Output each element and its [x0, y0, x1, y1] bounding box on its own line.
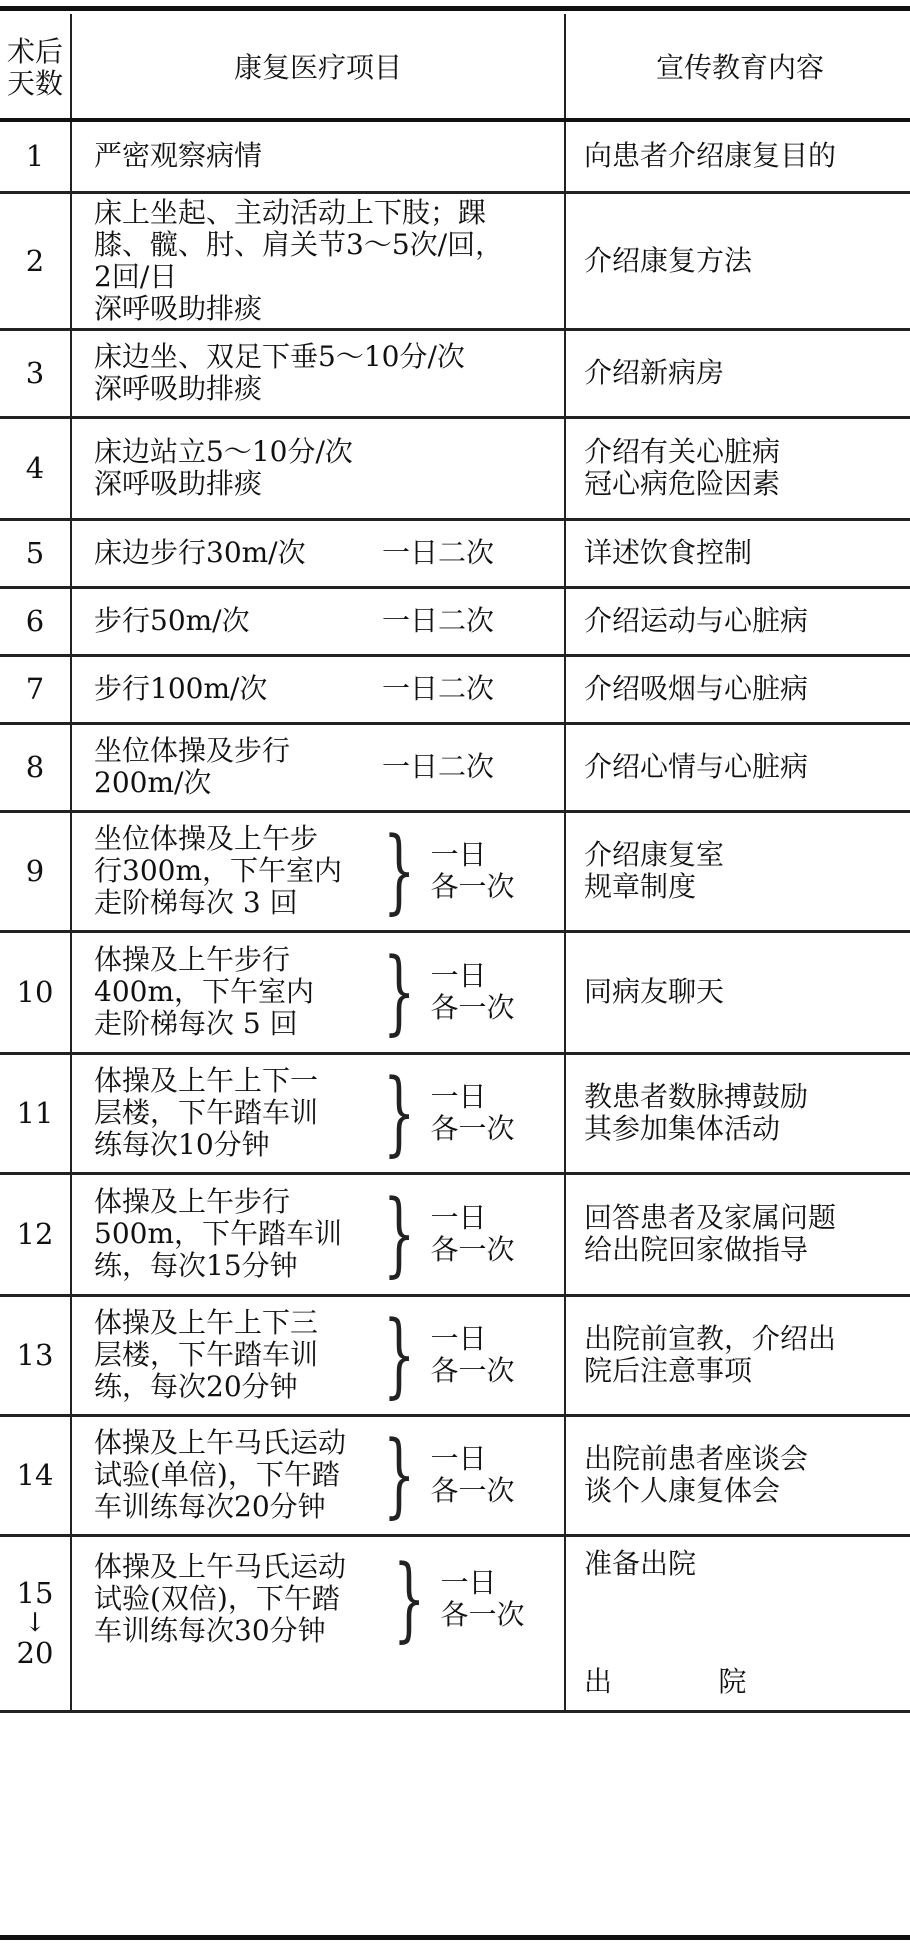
text-line: 向患者介绍康复目的 — [584, 139, 837, 173]
education-cell — [565, 587, 910, 655]
table-row — [0, 329, 910, 417]
item-text — [94, 1186, 376, 1282]
text-line: 走阶梯每次 5 回 — [94, 1007, 298, 1040]
text-line: 出院前患者座谈会 — [584, 1442, 809, 1475]
day-cell: 13 — [0, 1295, 71, 1415]
text-line: 一日 — [430, 1201, 487, 1234]
item-text — [94, 673, 356, 705]
text-line: 给出院回家做指导 — [584, 1233, 809, 1266]
brace-glyph: } — [383, 1059, 416, 1166]
frequency-label: 一日二次 — [382, 536, 495, 569]
brace-glyph: } — [383, 1180, 416, 1287]
item-text — [94, 1427, 376, 1523]
text-line: 体操及上午上下一 — [94, 1064, 319, 1097]
day-cell: 9 — [0, 811, 71, 931]
text-line: 床边步行30m/次 — [94, 536, 306, 569]
discharge-block — [584, 1548, 910, 1698]
item-text — [94, 944, 376, 1040]
bottom-rule — [0, 1935, 910, 1940]
text-line: 2回/日 — [94, 259, 178, 293]
frequency-label — [431, 960, 515, 1024]
item-with-brace — [94, 1301, 564, 1408]
education-cell — [565, 1535, 910, 1711]
brace-glyph: } — [383, 817, 416, 924]
text-line: 详述饮食控制 — [584, 536, 753, 569]
education-cell — [565, 811, 910, 931]
table-row — [0, 192, 910, 329]
text-line: 介绍新病房 — [584, 356, 725, 389]
text-line: 回答患者及家属问题 — [584, 1201, 837, 1234]
day-cell: 4 — [0, 417, 71, 519]
text-line: 谈个人康复体会 — [584, 1474, 781, 1507]
text-line: 车训练每次20分钟 — [94, 1490, 326, 1523]
day-cell: 2 — [0, 192, 71, 329]
table-row — [0, 1173, 910, 1295]
text-line: 层楼，下午踏车训 — [94, 1338, 319, 1371]
brace-glyph: } — [383, 1301, 416, 1408]
text-line: 介绍心情与心脏病 — [584, 750, 809, 783]
text-line: 练，每次20分钟 — [94, 1370, 298, 1403]
frequency-label — [431, 1323, 515, 1387]
text-line: 出院前宣教，介绍出 — [584, 1322, 837, 1355]
education-cell — [565, 1173, 910, 1295]
day-cell: 3 — [0, 329, 71, 417]
brace-glyph: } — [383, 1421, 416, 1528]
text-line: 一日 — [430, 1442, 487, 1475]
text-line: 体操及上午步行 — [94, 1185, 291, 1218]
education-cell — [565, 931, 910, 1053]
table-row — [0, 587, 910, 655]
text-line: 体操及上午步行 — [94, 943, 291, 976]
day-cell: 5 — [0, 519, 71, 587]
discharge-text: 出 院 — [584, 1665, 786, 1698]
text-line: 深呼吸助排痰 — [94, 291, 263, 325]
item-text — [94, 537, 356, 569]
rehab-item-cell — [71, 329, 565, 417]
text-line: 其参加集体活动 — [584, 1112, 781, 1145]
text-line: 介绍运动与心脏病 — [584, 604, 809, 637]
text-line: 各一次 — [430, 870, 515, 903]
day-cell: 6 — [0, 587, 71, 655]
day-cell: 12 — [0, 1173, 71, 1295]
top-rule — [0, 6, 910, 11]
text-line: 规章制度 — [584, 870, 697, 903]
brace-glyph: } — [383, 938, 416, 1045]
text-line: 严密观察病情 — [94, 139, 263, 173]
text-line: 体操及上午上下三 — [94, 1306, 319, 1339]
frequency-label — [431, 1081, 515, 1145]
frequency-label — [431, 1443, 515, 1507]
text-line: 坐位体操及步行 — [94, 734, 291, 767]
frequency-label — [431, 839, 515, 903]
text-line: 试验(双倍)，下午踏 — [94, 1581, 340, 1615]
day-end: 20 — [16, 1636, 54, 1670]
text-line: 试验(单倍)，下午踏 — [94, 1458, 340, 1491]
text-line: 200m/次 — [94, 766, 212, 799]
item-with-brace — [94, 817, 564, 924]
day-cell: 7 — [0, 655, 71, 723]
item-with-brace — [94, 1180, 564, 1287]
text-line: 介绍有关心脏病 — [584, 435, 781, 468]
text-line: 车训练每次30分钟 — [94, 1613, 326, 1647]
item-with-brace — [94, 1544, 564, 1652]
rehab-item-cell — [71, 1173, 565, 1295]
text-line: 练，每次15分钟 — [94, 1249, 298, 1282]
education-cell — [565, 1053, 910, 1173]
item-text — [94, 735, 356, 799]
text-line: 深呼吸助排痰 — [94, 372, 263, 405]
rehab-item-cell — [71, 1415, 565, 1535]
frequency-label — [441, 1567, 525, 1631]
brace-glyph: } — [393, 1544, 426, 1652]
day-range — [0, 1576, 70, 1670]
text-line: 同病友聊天 — [584, 975, 725, 1008]
table-row — [0, 723, 910, 811]
education-cell — [565, 519, 910, 587]
text-line: 介绍康复方法 — [584, 243, 753, 277]
item-text — [94, 1065, 376, 1161]
table-row — [0, 1053, 910, 1173]
text-line: 一日 — [440, 1565, 497, 1599]
text-line: 一日 — [430, 838, 487, 871]
table-row — [0, 120, 910, 192]
table-row — [0, 519, 910, 587]
item-with-frequency — [94, 537, 564, 569]
rehab-item-cell — [71, 1053, 565, 1173]
rehab-schedule-table — [0, 14, 910, 1713]
rehab-item-cell — [71, 417, 565, 519]
item-with-brace — [94, 1059, 564, 1166]
text-line: 练每次10分钟 — [94, 1128, 270, 1161]
education-cell — [565, 723, 910, 811]
text-line: 床边站立5～10分/次 — [94, 435, 353, 468]
table-row — [0, 417, 910, 519]
text-line: 行300m，下午室内 — [94, 854, 342, 887]
prepare-discharge-text: 准备出院 — [584, 1547, 697, 1580]
rehab-item-cell — [71, 120, 565, 192]
rehab-item-cell — [71, 931, 565, 1053]
item-with-brace — [94, 1421, 564, 1528]
frequency-label — [431, 1202, 515, 1266]
item-text — [94, 605, 356, 637]
text-line: 床上坐起、主动活动上下肢；踝 — [94, 195, 487, 229]
table-row — [0, 655, 910, 723]
text-line: 体操及上午马氏运动 — [94, 1426, 347, 1459]
rehab-item-cell — [71, 1295, 565, 1415]
text-line: 各一次 — [440, 1597, 525, 1631]
text-line: 介绍吸烟与心脏病 — [584, 672, 809, 705]
rehab-item-cell — [71, 587, 565, 655]
text-line: 走阶梯每次 3 回 — [94, 886, 298, 919]
header-item: 康复医疗项目 — [71, 14, 565, 120]
rehab-item-cell — [71, 723, 565, 811]
text-line: 院后注意事项 — [584, 1354, 753, 1387]
text-line: 介绍康复室 — [584, 838, 725, 871]
down-arrow-icon: ↓ — [24, 1608, 46, 1638]
item-with-frequency — [94, 605, 564, 637]
item-with-frequency — [94, 673, 564, 705]
text-line: 500m，下午踏车训 — [94, 1217, 342, 1250]
text-line: 步行50m/次 — [94, 604, 250, 637]
frequency-label: 一日二次 — [382, 750, 495, 783]
text-line: 体操及上午马氏运动 — [94, 1549, 347, 1583]
item-text — [94, 1307, 376, 1403]
text-line: 一日 — [430, 959, 487, 992]
text-line: 教患者数脉搏鼓励 — [584, 1080, 809, 1113]
text-line: 冠心病危险因素 — [584, 467, 781, 500]
header-edu: 宣传教育内容 — [565, 14, 910, 120]
text-line: 一日 — [430, 1322, 487, 1355]
text-line: 一日 — [430, 1080, 487, 1113]
day-cell: 11 — [0, 1053, 71, 1173]
table-row — [0, 931, 910, 1053]
day-start: 15 — [16, 1576, 54, 1610]
text-line: 床边坐、双足下垂5～10分/次 — [94, 340, 465, 373]
text-line: 坐位体操及上午步 — [94, 822, 319, 855]
education-cell — [565, 329, 910, 417]
day-cell: 8 — [0, 723, 71, 811]
text-line: 各一次 — [430, 1474, 515, 1507]
education-cell — [565, 1295, 910, 1415]
text-line: 各一次 — [430, 1233, 515, 1266]
table-header-row — [0, 14, 910, 120]
item-with-brace — [94, 938, 564, 1045]
day-cell: 14 — [0, 1415, 71, 1535]
rehab-item-cell — [71, 1535, 565, 1711]
education-cell — [565, 417, 910, 519]
education-cell — [565, 192, 910, 329]
header-day: 术后 天数 — [0, 14, 71, 120]
rehab-item-cell — [71, 811, 565, 931]
text-line: 深呼吸助排痰 — [94, 467, 263, 500]
text-line: 400m，下午室内 — [94, 975, 314, 1008]
frequency-label: 一日二次 — [382, 672, 495, 705]
text-line: 各一次 — [430, 1354, 515, 1387]
rehab-item-cell — [71, 519, 565, 587]
education-cell — [565, 655, 910, 723]
table-row — [0, 1295, 910, 1415]
education-cell — [565, 1415, 910, 1535]
education-cell — [565, 120, 910, 192]
table-row-final — [0, 1535, 910, 1711]
day-cell: 10 — [0, 931, 71, 1053]
text-line: 各一次 — [430, 1112, 515, 1145]
day-cell: 1 — [0, 120, 71, 192]
rehab-item-cell — [71, 655, 565, 723]
item-text — [94, 823, 376, 919]
item-text — [94, 1551, 386, 1647]
table-row — [0, 811, 910, 931]
rehab-item-cell — [71, 192, 565, 329]
table-row — [0, 1415, 910, 1535]
text-line: 层楼，下午踏车训 — [94, 1096, 319, 1129]
text-line: 各一次 — [430, 991, 515, 1024]
text-line: 步行100m/次 — [94, 672, 268, 705]
text-line: 膝、髋、肘、肩关节3～5次/回， — [94, 227, 504, 261]
day-range-cell — [0, 1535, 71, 1711]
item-with-frequency — [94, 735, 564, 799]
frequency-label: 一日二次 — [382, 604, 495, 637]
